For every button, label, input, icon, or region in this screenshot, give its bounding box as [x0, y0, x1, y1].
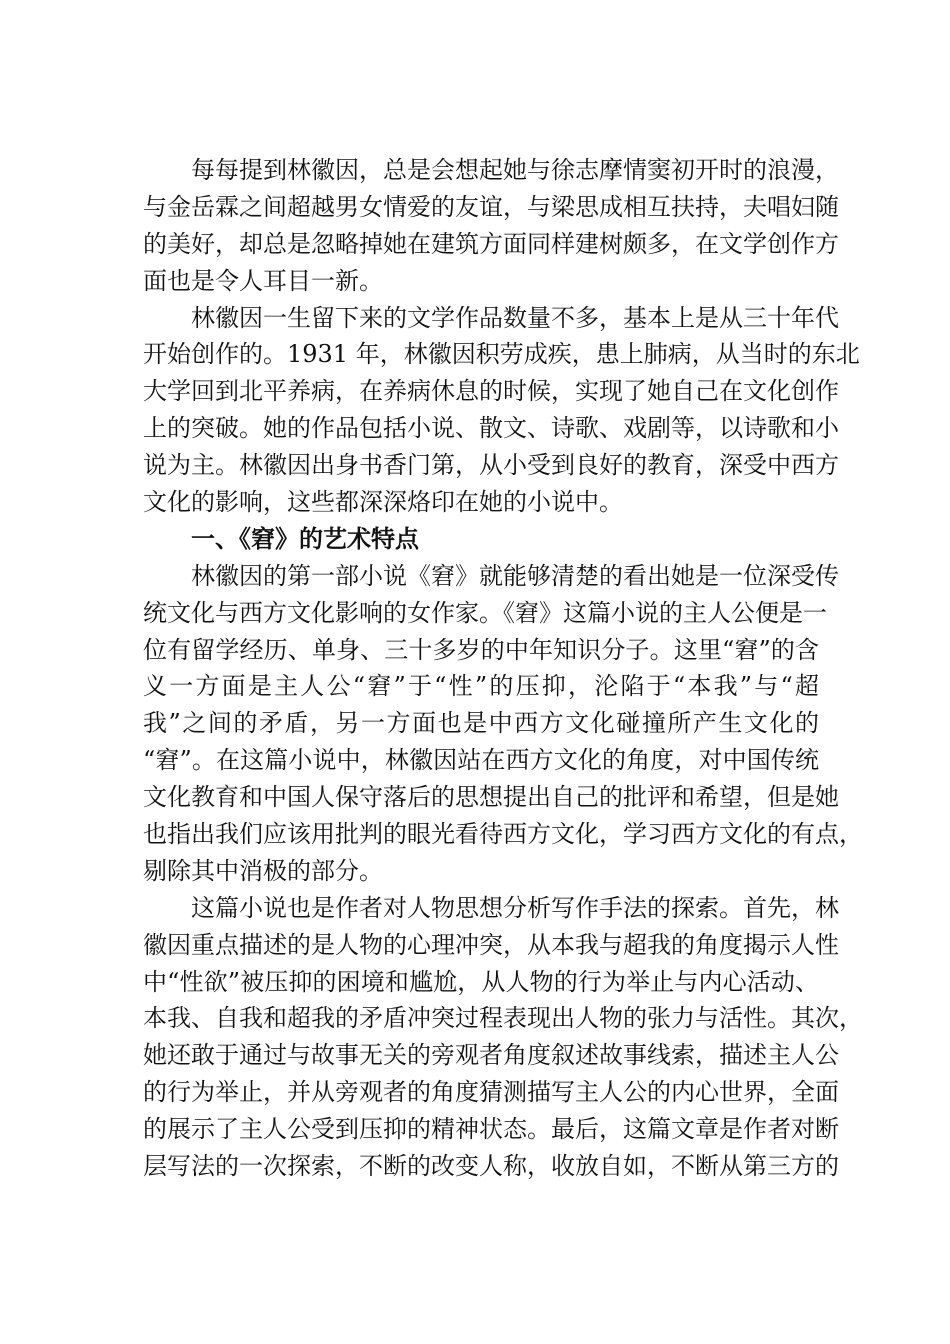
paragraph-line: 面也是令人耳目一新。 — [143, 266, 383, 295]
paragraph-line: 上的突破。她的作品包括小说、散文、诗歌、戏剧等，以诗歌和小 — [143, 414, 839, 443]
paragraph-line: 我”之间的矛盾，另一方面也是中西方文化碰撞所产生文化的 — [143, 709, 819, 738]
paragraph-line: 每每提到林徽因，总是会想起她与徐志摩情窦初开时的浪漫， — [191, 156, 839, 184]
paragraph-line: 的展示了主人公受到压抑的精神状态。最后，这篇文章是作者对断 — [143, 1115, 839, 1144]
paragraph-line: 说为主。林徽因出身书香门第，从小受到良好的教育，深受中西方 — [143, 451, 839, 480]
paragraph-line: “窘”。在这篇小说中，林徽因站在西方文化的角度，对中国传统 — [143, 746, 819, 775]
paragraph-line: 林徽因的第一部小说《窘》就能够清楚的看出她是一位深受传 — [191, 561, 839, 590]
paragraph-line: 大学回到北平养病，在养病休息的时候，实现了她自己在文化创作 — [143, 377, 839, 406]
paragraph-line: 徽因重点描述的是人物的心理冲突，从本我与超我的角度揭示人性 — [143, 930, 839, 959]
paragraph-line: 义一方面是主人公“窘”于“性”的压抑，沦陷于“本我”与“超 — [143, 672, 819, 701]
paragraph-line: 她还敢于通过与故事无关的旁观者角度叙述故事线索，描述主人公 — [143, 1041, 839, 1070]
paragraph-line: 层写法的一次探索，不断的改变人称，收放自如，不断从第三方的 — [143, 1152, 839, 1181]
section-heading: 一、《窘》的艺术特点 — [191, 524, 419, 553]
paragraph-line: 位有留学经历、单身、三十多岁的中年知识分子。这里“窘”的含 — [143, 635, 819, 664]
paragraph-line: 文化的影响，这些都深深烙印在她的小说中。 — [143, 488, 623, 517]
paragraph-line: 统文化与西方文化影响的女作家。《窘》这篇小说的主人公便是一 — [143, 598, 827, 627]
paragraph-line: 中“性欲”被压抑的困境和尴尬，从人物的行为举止与内心活动、 — [143, 967, 819, 996]
paragraph-line: 开始创作的。1931 年，林徽因积劳成疾，患上肺病，从当时的东北 — [143, 340, 860, 369]
document-body — [143, 152, 863, 1185]
paragraph-line: 本我、自我和超我的矛盾冲突过程表现出人物的张力与活性。其次， — [143, 1004, 863, 1033]
paragraph-line: 的美好，却总是忽略掉她在建筑方面同样建树颇多，在文学创作方 — [143, 229, 839, 258]
paragraph-line: 与金岳霖之间超越男女情爱的友谊，与梁思成相互扶持，夫唱妇随 — [143, 192, 839, 221]
paragraph-line: 这篇小说也是作者对人物思想分析写作手法的探索。首先，林 — [191, 893, 839, 922]
paragraph-line: 剔除其中消极的部分。 — [143, 856, 383, 885]
paragraph-line: 也指出我们应该用批判的眼光看待西方文化，学习西方文化的有点， — [143, 820, 863, 849]
paragraph-line: 林徽因一生留下来的文学作品数量不多，基本上是从三十年代 — [191, 303, 839, 332]
paragraph-line: 文化教育和中国人保守落后的思想提出自己的批评和希望，但是她 — [143, 783, 839, 812]
paragraph-line: 的行为举止，并从旁观者的角度猜测描写主人公的内心世界，全面 — [143, 1078, 839, 1107]
